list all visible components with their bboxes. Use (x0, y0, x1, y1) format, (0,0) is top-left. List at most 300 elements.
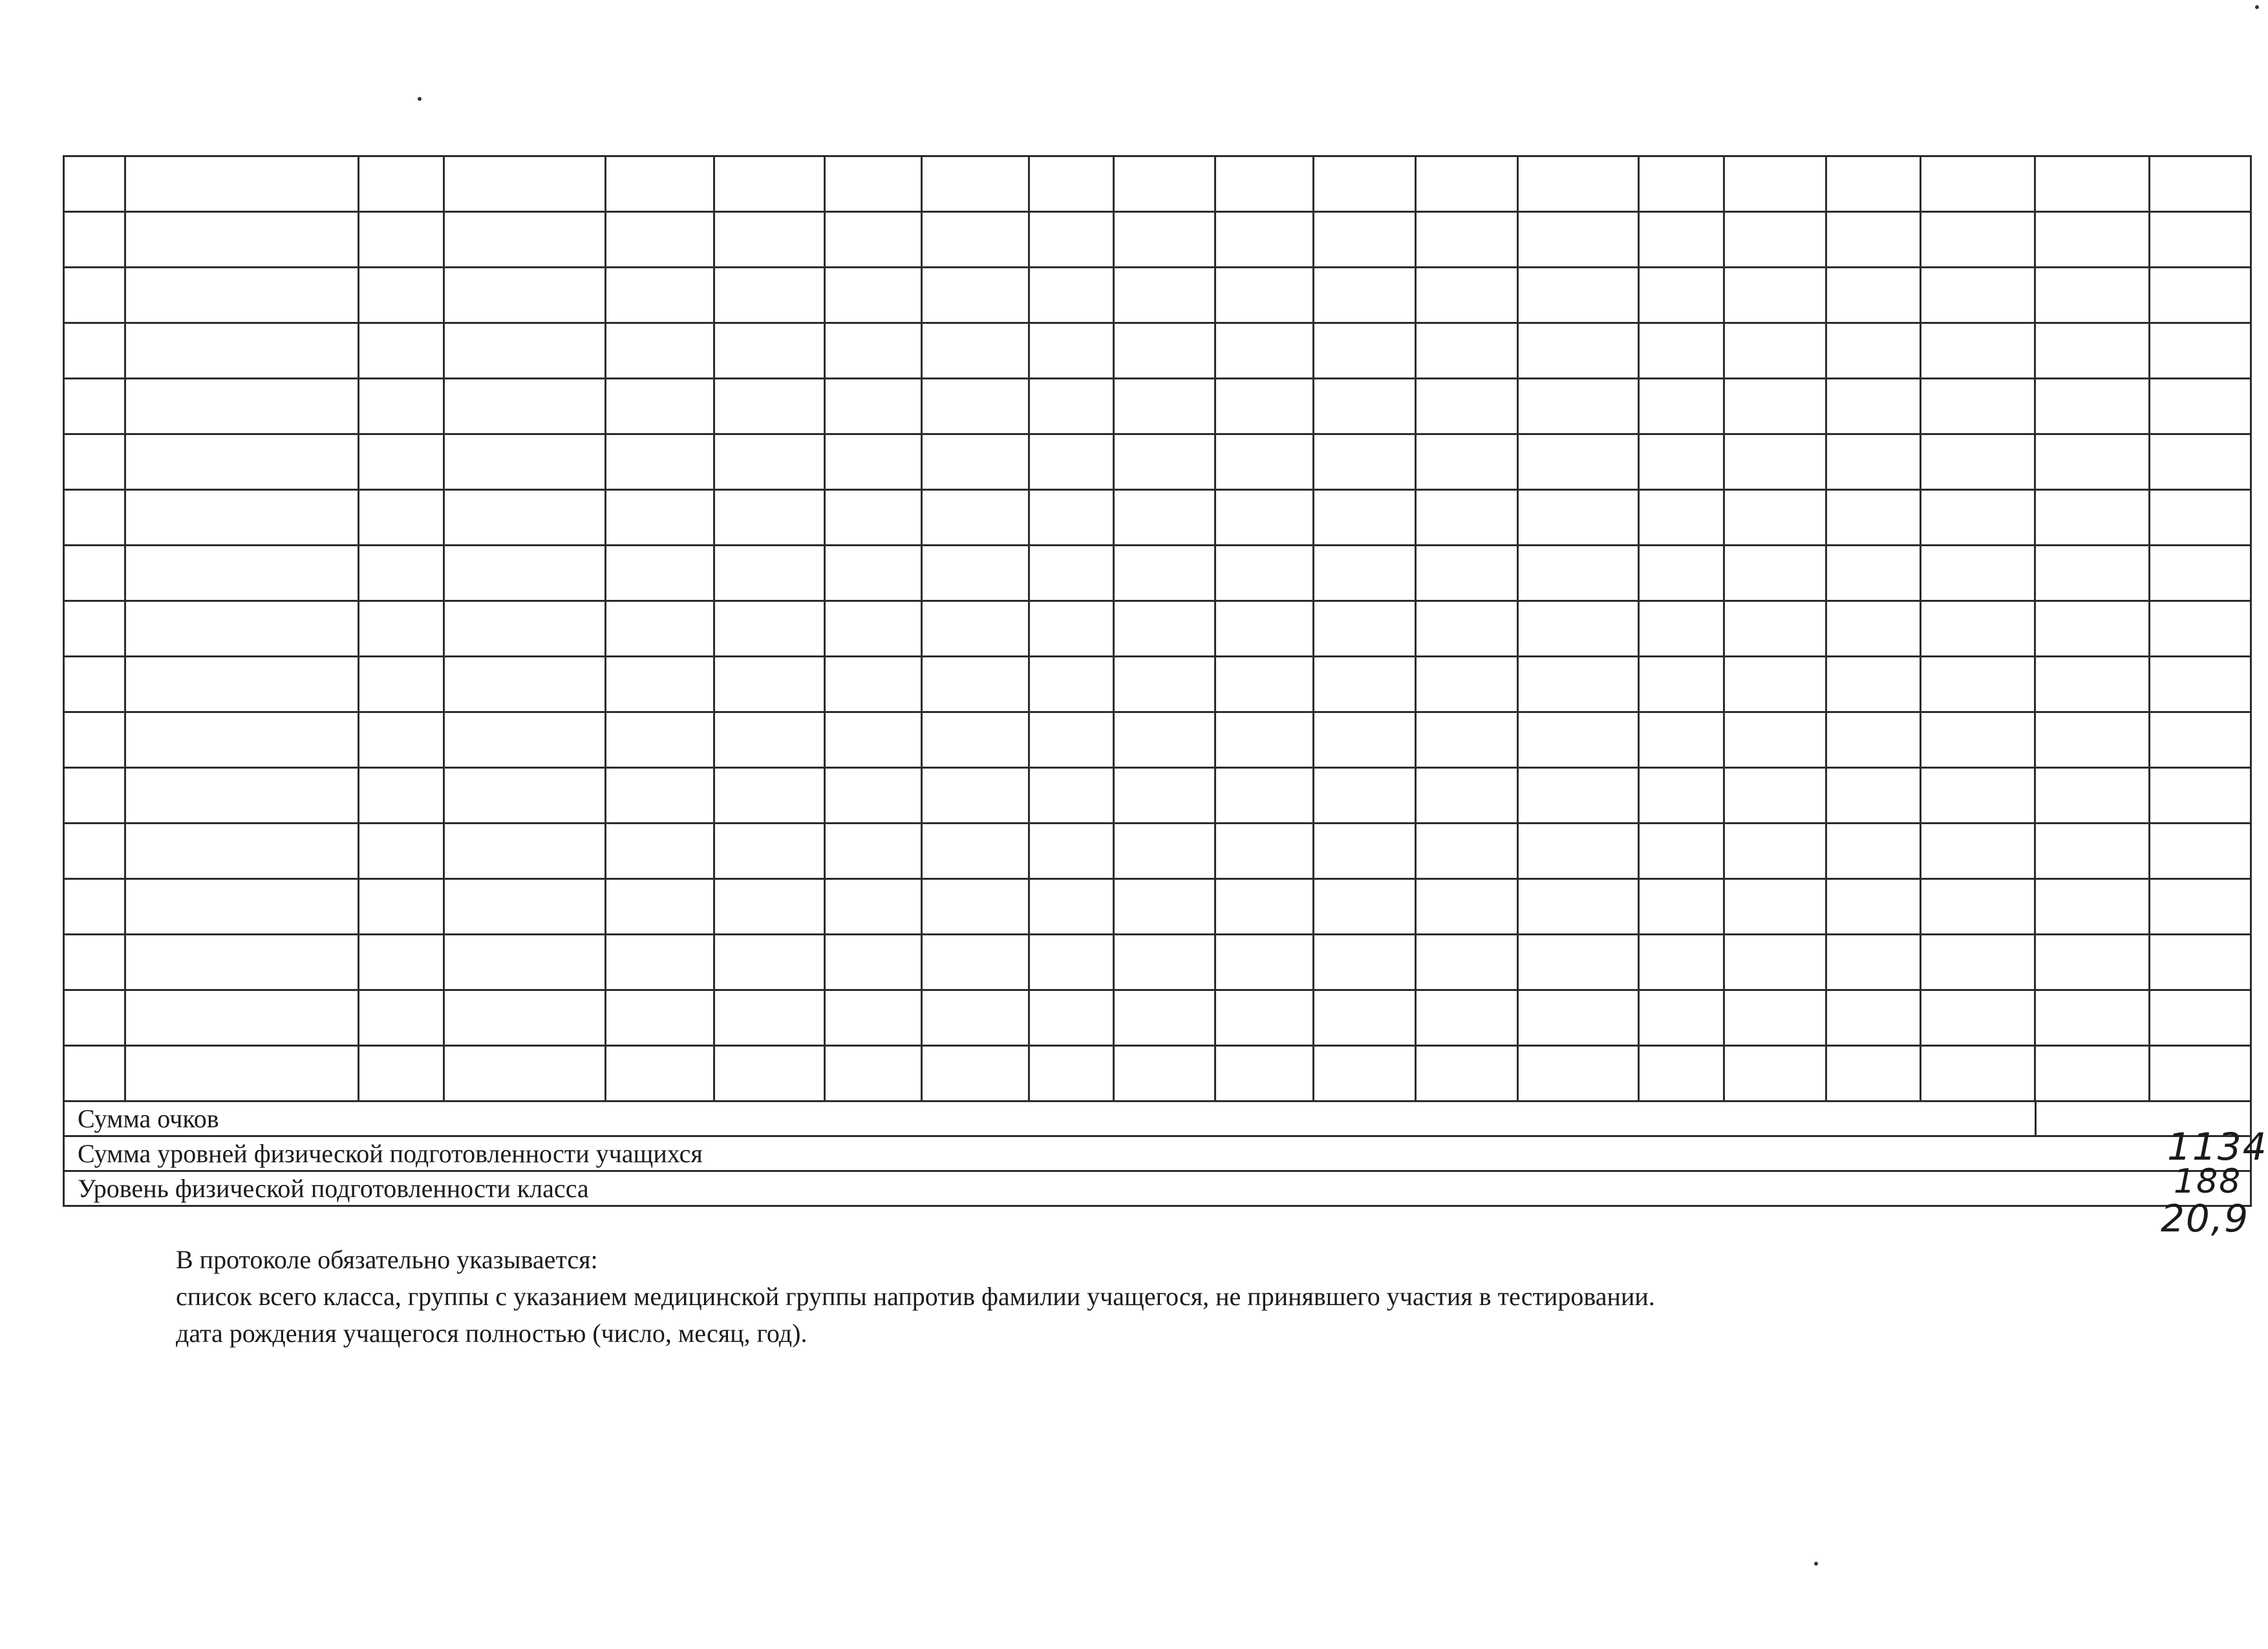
table-cell (64, 156, 125, 212)
table-cell (1826, 712, 1921, 768)
table-cell (1314, 712, 1416, 768)
table-cell (714, 156, 825, 212)
table-cell (1518, 712, 1639, 768)
table-cell (922, 712, 1029, 768)
table-cell (1518, 546, 1639, 601)
table-cell (125, 546, 359, 601)
table-cell (125, 712, 359, 768)
table-cell (825, 212, 922, 268)
table-cell (1416, 657, 1518, 712)
table-cell (922, 490, 1029, 546)
table-row (64, 434, 2251, 490)
table-cell (125, 490, 359, 546)
table-cell (922, 990, 1029, 1046)
table-cell (1029, 434, 1114, 490)
table-cell (1314, 601, 1416, 657)
table-cell (825, 935, 922, 990)
table-cell (2150, 879, 2251, 935)
table-cell (125, 657, 359, 712)
table-cell (1114, 879, 1215, 935)
table-cell (1029, 990, 1114, 1046)
table-cell (1518, 768, 1639, 824)
table-cell (1114, 268, 1215, 323)
table-cell (1724, 323, 1826, 379)
summary-label: Сумма уровней физической подготовленности учащихся (64, 1136, 2251, 1171)
table-cell (444, 379, 606, 434)
table-cell (359, 490, 444, 546)
table-cell (825, 879, 922, 935)
table-cell (1518, 268, 1639, 323)
table-cell (1921, 434, 2035, 490)
table-cell (1826, 879, 1921, 935)
table-cell (1416, 1046, 1518, 1101)
table-cell (359, 879, 444, 935)
table-cell (1921, 156, 2035, 212)
table-cell (1114, 768, 1215, 824)
table-cell (64, 212, 125, 268)
table-cell (1114, 601, 1215, 657)
table-cell (1416, 768, 1518, 824)
table-cell (1029, 824, 1114, 879)
table-cell (1215, 379, 1314, 434)
table-cell (125, 1046, 359, 1101)
table-cell (1029, 935, 1114, 990)
table-cell (2150, 990, 2251, 1046)
table-cell (2035, 434, 2150, 490)
table-cell (1724, 657, 1826, 712)
table-cell (444, 712, 606, 768)
table-cell (1639, 824, 1724, 879)
table-cell (2035, 490, 2150, 546)
table-cell (606, 990, 714, 1046)
table-cell (444, 156, 606, 212)
table-cell (64, 434, 125, 490)
table-cell (1826, 434, 1921, 490)
table-cell (1114, 1046, 1215, 1101)
table-cell (359, 379, 444, 434)
table-cell (922, 212, 1029, 268)
table-cell (1724, 268, 1826, 323)
table-row (64, 156, 2251, 212)
table-cell (1724, 156, 1826, 212)
table-cell (2035, 546, 2150, 601)
table-cell (1921, 212, 2035, 268)
table-cell (1416, 323, 1518, 379)
summary-table (63, 1102, 2252, 1207)
table-cell (64, 1046, 125, 1101)
table-cell (606, 156, 714, 212)
table-cell (1724, 490, 1826, 546)
table-cell (1215, 990, 1314, 1046)
table-cell (1921, 935, 2035, 990)
protocol-table-body (64, 156, 2251, 1101)
table-row (64, 323, 2251, 379)
table-cell (2150, 379, 2251, 434)
table-cell (1114, 990, 1215, 1046)
table-cell (825, 434, 922, 490)
table-cell (714, 268, 825, 323)
table-cell (1639, 490, 1724, 546)
table-cell (922, 379, 1029, 434)
table-cell (359, 434, 444, 490)
table-cell (1639, 1046, 1724, 1101)
table-cell (714, 935, 825, 990)
table-cell (1826, 768, 1921, 824)
table-cell (359, 768, 444, 824)
table-cell (606, 768, 714, 824)
notes-line: список всего класса, группы с указанием медицинской группы напротив фамилии учащегося, не принявшего участия в тестировании. (176, 1282, 1655, 1311)
table-cell (606, 601, 714, 657)
handwritten-points-value: 1134 (2167, 1125, 2268, 1169)
table-cell (1826, 601, 1921, 657)
table-cell (1215, 323, 1314, 379)
table-cell (825, 268, 922, 323)
table-cell (606, 323, 714, 379)
table-cell (359, 212, 444, 268)
table-cell (125, 268, 359, 323)
table-cell (2150, 824, 2251, 879)
table-cell (444, 768, 606, 824)
table-cell (1921, 268, 2035, 323)
table-cell (606, 1046, 714, 1101)
table-cell (359, 657, 444, 712)
table-cell (1724, 879, 1826, 935)
scan-speck (1814, 1562, 1818, 1566)
table-cell (1215, 935, 1314, 990)
table-row (64, 546, 2251, 601)
table-cell (1921, 546, 2035, 601)
summary-label: Сумма очков (64, 1102, 2036, 1136)
table-cell (1416, 490, 1518, 546)
handwritten-class-level-value: 20,9 (2161, 1197, 2250, 1240)
table-cell (64, 990, 125, 1046)
table-cell (922, 935, 1029, 990)
table-row (64, 212, 2251, 268)
table-cell (64, 657, 125, 712)
table-cell (125, 990, 359, 1046)
table-cell (1518, 879, 1639, 935)
table-cell (444, 879, 606, 935)
table-cell (2150, 546, 2251, 601)
table-cell (606, 379, 714, 434)
table-cell (1921, 379, 2035, 434)
table-cell (359, 546, 444, 601)
table-cell (1416, 879, 1518, 935)
table-cell (1921, 712, 2035, 768)
table-cell (1724, 601, 1826, 657)
table-cell (714, 212, 825, 268)
table-cell (714, 379, 825, 434)
table-cell (1416, 379, 1518, 434)
table-cell (714, 1046, 825, 1101)
table-cell (125, 879, 359, 935)
table-row (64, 712, 2251, 768)
table-cell (1215, 601, 1314, 657)
table-cell (444, 824, 606, 879)
table-cell (1639, 879, 1724, 935)
table-cell (1114, 824, 1215, 879)
table-cell (444, 1046, 606, 1101)
table-cell (714, 490, 825, 546)
table-cell (125, 434, 359, 490)
table-cell (606, 712, 714, 768)
table-cell (359, 1046, 444, 1101)
scan-speck (2255, 5, 2259, 9)
table-cell (2035, 935, 2150, 990)
table-cell (64, 824, 125, 879)
table-cell (1724, 712, 1826, 768)
table-cell (1314, 1046, 1416, 1101)
table-cell (2035, 879, 2150, 935)
table-cell (1826, 657, 1921, 712)
table-cell (359, 712, 444, 768)
table-cell (714, 434, 825, 490)
table-cell (1416, 434, 1518, 490)
table-cell (1639, 657, 1724, 712)
table-cell (1518, 212, 1639, 268)
table-cell (1314, 434, 1416, 490)
table-cell (1314, 657, 1416, 712)
table-cell (1518, 490, 1639, 546)
table-row (64, 824, 2251, 879)
summary-row-levels (64, 1136, 2251, 1171)
table-cell (2150, 1046, 2251, 1101)
table-cell (1826, 379, 1921, 434)
table-cell (606, 935, 714, 990)
summary-row-points (64, 1102, 2251, 1136)
table-cell (714, 657, 825, 712)
table-cell (1114, 156, 1215, 212)
table-cell (606, 824, 714, 879)
table-cell (1114, 212, 1215, 268)
table-cell (64, 379, 125, 434)
table-cell (1029, 156, 1114, 212)
table-cell (444, 268, 606, 323)
table-cell (714, 824, 825, 879)
table-cell (606, 434, 714, 490)
table-cell (922, 768, 1029, 824)
protocol-table (63, 155, 2252, 1102)
table-cell (2150, 712, 2251, 768)
table-cell (922, 879, 1029, 935)
table-cell (1921, 490, 2035, 546)
table-cell (444, 434, 606, 490)
table-cell (1114, 490, 1215, 546)
table-cell (64, 546, 125, 601)
table-cell (1639, 323, 1724, 379)
table-cell (125, 379, 359, 434)
table-cell (64, 768, 125, 824)
table-cell (2150, 601, 2251, 657)
table-cell (2035, 601, 2150, 657)
table-cell (1215, 657, 1314, 712)
table-cell (1314, 879, 1416, 935)
table-cell (1921, 990, 2035, 1046)
table-cell (1518, 601, 1639, 657)
table-cell (444, 935, 606, 990)
table-cell (1639, 212, 1724, 268)
table-cell (1639, 379, 1724, 434)
table-cell (1518, 824, 1639, 879)
table-cell (1724, 990, 1826, 1046)
table-row (64, 768, 2251, 824)
table-cell (922, 546, 1029, 601)
table-row (64, 935, 2251, 990)
table-cell (1314, 212, 1416, 268)
table-cell (714, 546, 825, 601)
table-cell (606, 490, 714, 546)
table-cell (1029, 268, 1114, 323)
table-cell (1639, 156, 1724, 212)
table-cell (1826, 212, 1921, 268)
table-row (64, 601, 2251, 657)
table-cell (1215, 212, 1314, 268)
table-cell (1416, 935, 1518, 990)
table-cell (1215, 490, 1314, 546)
table-cell (825, 490, 922, 546)
table-cell (1314, 490, 1416, 546)
table-cell (359, 601, 444, 657)
table-cell (2035, 323, 2150, 379)
table-cell (1029, 1046, 1114, 1101)
table-cell (1314, 935, 1416, 990)
table-cell (444, 490, 606, 546)
table-cell (1215, 768, 1314, 824)
table-cell (1029, 768, 1114, 824)
table-cell (606, 546, 714, 601)
table-cell (444, 212, 606, 268)
table-cell (444, 657, 606, 712)
table-row (64, 379, 2251, 434)
table-cell (825, 712, 922, 768)
table-cell (1639, 935, 1724, 990)
table-cell (444, 546, 606, 601)
table-cell (2150, 935, 2251, 990)
table-cell (1114, 657, 1215, 712)
table-cell (2035, 1046, 2150, 1101)
table-cell (1518, 156, 1639, 212)
table-cell (64, 268, 125, 323)
table-cell (125, 323, 359, 379)
table-cell (1639, 990, 1724, 1046)
table-cell (1826, 546, 1921, 601)
table-cell (1215, 434, 1314, 490)
table-cell (125, 156, 359, 212)
table-cell (1114, 379, 1215, 434)
table-cell (1114, 712, 1215, 768)
table-cell (714, 990, 825, 1046)
table-cell (1518, 657, 1639, 712)
table-cell (1314, 546, 1416, 601)
table-cell (1029, 323, 1114, 379)
table-cell (825, 768, 922, 824)
table-cell (1826, 1046, 1921, 1101)
table-cell (1416, 712, 1518, 768)
table-cell (444, 323, 606, 379)
table-cell (1314, 768, 1416, 824)
table-cell (825, 824, 922, 879)
table-cell (1314, 268, 1416, 323)
table-row (64, 490, 2251, 546)
table-cell (2150, 323, 2251, 379)
table-cell (125, 768, 359, 824)
notes-line: дата рождения учащегося полностью (число, месяц, год). (176, 1319, 808, 1348)
table-cell (2035, 824, 2150, 879)
table-cell (922, 824, 1029, 879)
table-cell (2150, 490, 2251, 546)
table-cell (2035, 379, 2150, 434)
table-cell (359, 990, 444, 1046)
table-cell (1314, 323, 1416, 379)
table-cell (1314, 824, 1416, 879)
table-cell (1921, 601, 2035, 657)
table-cell (1416, 824, 1518, 879)
table-cell (64, 712, 125, 768)
table-cell (1826, 268, 1921, 323)
protocol-sheet (63, 155, 2250, 1207)
table-cell (1826, 490, 1921, 546)
table-cell (825, 601, 922, 657)
table-cell (2035, 156, 2150, 212)
table-cell (606, 212, 714, 268)
table-cell (1215, 824, 1314, 879)
table-cell (825, 156, 922, 212)
table-cell (922, 657, 1029, 712)
table-cell (359, 268, 444, 323)
table-cell (1724, 935, 1826, 990)
table-cell (1921, 879, 2035, 935)
table-cell (714, 323, 825, 379)
table-row (64, 268, 2251, 323)
table-cell (125, 601, 359, 657)
table-row (64, 657, 2251, 712)
table-cell (2150, 434, 2251, 490)
table-cell (64, 323, 125, 379)
summary-label: Уровень физической подготовленности класса (64, 1171, 2251, 1206)
table-cell (64, 601, 125, 657)
table-cell (2035, 268, 2150, 323)
table-cell (606, 268, 714, 323)
table-cell (922, 434, 1029, 490)
table-cell (1215, 712, 1314, 768)
table-cell (1518, 379, 1639, 434)
table-cell (1416, 268, 1518, 323)
table-cell (825, 379, 922, 434)
table-cell (444, 601, 606, 657)
table-cell (1724, 379, 1826, 434)
table-cell (825, 323, 922, 379)
table-cell (1826, 990, 1921, 1046)
summary-row-class-level (64, 1171, 2251, 1206)
table-cell (1029, 879, 1114, 935)
table-cell (1029, 490, 1114, 546)
table-cell (2150, 657, 2251, 712)
table-cell (125, 212, 359, 268)
table-row (64, 879, 2251, 935)
table-cell (1114, 323, 1215, 379)
table-cell (1314, 156, 1416, 212)
table-cell (2150, 268, 2251, 323)
table-cell (825, 990, 922, 1046)
table-cell (1724, 1046, 1826, 1101)
table-cell (1724, 434, 1826, 490)
table-cell (1826, 323, 1921, 379)
table-cell (1724, 768, 1826, 824)
table-cell (1921, 323, 2035, 379)
table-cell (825, 1046, 922, 1101)
table-cell (1215, 1046, 1314, 1101)
table-cell (1826, 824, 1921, 879)
